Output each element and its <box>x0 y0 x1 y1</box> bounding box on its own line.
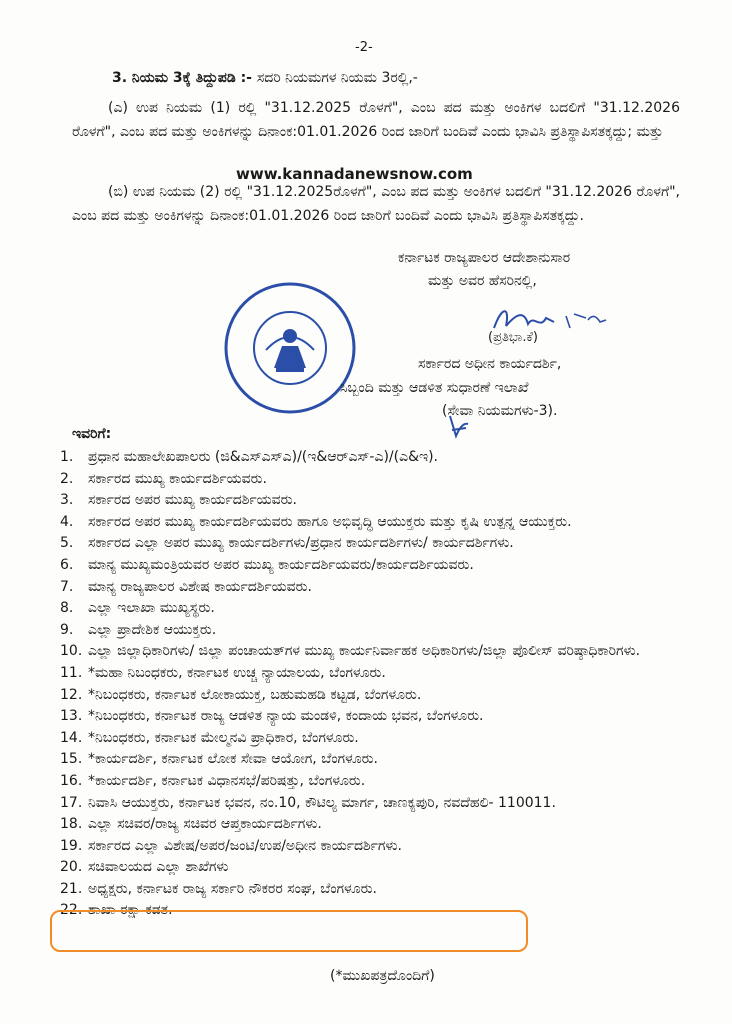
list-item: 7. ಮಾನ್ಯ ರಾಜ್ಯಪಾಲರ ವಿಶೇಷ ಕಾರ್ಯದರ್ಶಿಯವರು. <box>60 578 312 595</box>
list-item: 8. ಎಲ್ಲಾ ಇಲಾಖಾ ಮುಖ್ಯಸ್ಥರು. <box>60 600 215 617</box>
list-item: 15. *ಕಾರ್ಯದರ್ಶಿ, ಕರ್ನಾಟಕ ಲೋಕ ಸೇವಾ ಆಯೋಗ, ಬೆಂಗಳೂರು. <box>60 751 378 768</box>
list-item: 18. ಎಲ್ಲಾ ಸಚಿವರ/ರಾಜ್ಯ ಸಚಿವರ ಆಪ್ತಕಾರ್ಯದರ್ಶಿಗಳು. <box>60 816 322 833</box>
list-item: 16. *ಕಾರ್ಯದರ್ಶಿ, ಕರ್ನಾಟಕ ವಿಧಾನಸಭೆ/ಪರಿಷತ್ತು, ಬೆಂಗಳೂರು. <box>60 772 366 789</box>
section-heading-title: 3. ನಿಯಮ 3ಕ್ಕೆ ತಿದ್ದುಪಡಿ :- <box>112 70 252 86</box>
list-item: 12. *ನಿಬಂಧಕರು, ಕರ್ನಾಟಕ ಲೋಕಾಯುಕ್ತ, ಬಹುಮಹಡಿ ಕಟ್ಟಡ, ಬೆಂಗಳೂರು. <box>60 686 422 703</box>
list-item: 3. ಸರ್ಕಾರದ ಅಪರ ಮುಖ್ಯ ಕಾರ್ಯದರ್ಶಿಯವರು. <box>60 492 297 509</box>
seal-graphic <box>222 280 358 416</box>
recipients-list <box>60 447 680 922</box>
footer-note: (*ಮುಖಪತ್ರದೊಂದಿಗೆ) <box>330 968 435 984</box>
list-item: 22. ಶಾಖಾ ರಕ್ಷಾ ಕಡತ. <box>60 902 173 919</box>
list-item: 9. ಎಲ್ಲಾ ಪ್ರಾದೇಶಿಕ ಆಯುಕ್ತರು. <box>60 621 217 638</box>
list-item: 17. ನಿವಾಸಿ ಆಯುಕ್ತರು, ಕರ್ನಾಟಕ ಭವನ, ನಂ.10, ಕೌಟಿಲ್ಯ ಮಾರ್ಗ, ಚಾಣಕ್ಯಪುರಿ, ನವದೆಹಲಿ- 110011. <box>60 794 556 811</box>
list-item: 2. ಸರ್ಕಾರದ ಮುಖ್ಯ ಕಾರ್ಯದರ್ಶಿಯವರು. <box>60 470 267 487</box>
list-item: 5. ಸರ್ಕಾರದ ಎಲ್ಲಾ ಅಪರ ಮುಖ್ಯ ಕಾರ್ಯದರ್ಶಿಗಳು/ಪ್ರಧಾನ ಕಾರ್ಯದರ್ಶಿಗಳು/ ಕಾರ್ಯದರ್ಶಿಗಳು. <box>60 535 514 552</box>
list-item: 19. ಸರ್ಕಾರದ ಎಲ್ಲಾ ವಿಶೇಷ/ಅಪರ/ಜಂಟಿ/ಉಪ/ಅಧೀನ ಕಾರ್ಯದರ್ಶಿಗಳು. <box>60 837 402 854</box>
recipients-heading: ಇವರಿಗೆ: <box>72 426 112 442</box>
list-item: 20. ಸಚಿವಾಲಯದ ಎಲ್ಲಾ ಶಾಖೆಗಳು <box>60 859 229 876</box>
page-number: -2- <box>355 40 373 55</box>
order-line-2: ಮತ್ತು ಅವರ ಹೆಸರಿನಲ್ಲಿ, <box>428 273 537 289</box>
section-heading <box>112 70 418 86</box>
list-item: 11. *ಮಹಾ ನಿಬಂಧಕರು, ಕರ್ನಾಟಕ ಉಚ್ಚ ನ್ಯಾಯಾಲಯ, ಬೆಂಗಳೂರು. <box>60 664 386 681</box>
list-item-highlighted: 21. ಅಧ್ಯಕ್ಷರು, ಕರ್ನಾಟಕ ರಾಜ್ಯ ಸರ್ಕಾರಿ ನೌಕರರ ಸಂಘ, ಬೆಂಗಳೂರು. <box>60 880 377 897</box>
list-item: 13. *ನಿಬಂಧಕರು, ಕರ್ನಾಟಕ ರಾಜ್ಯ ಆಡಳಿತ ನ್ಯಾಯ ಮಂಡಳಿ, ಕಂದಾಯ ಭವನ, ಬೆಂಗಳೂರು. <box>60 708 484 725</box>
signatory-name: (ಪ್ರತಿಭಾ.ಕೆ) <box>488 330 538 345</box>
official-seal <box>222 280 358 416</box>
website-watermark: www.kannadanewsnow.com <box>236 165 473 183</box>
highlight-box <box>50 910 528 952</box>
paragraph-b: (ಬಿ) ಉಪ ನಿಯಮ (2) ರಲ್ಲಿ "31.12.2025ರೊಳಗೆ", ಎಂಬ ಪದ ಮತ್ತು ಅಂಕಿಗಳ ಬದಲಿಗೆ "31.12.2026 ರೊಳಗೆ", ಎಂಬ ಪದ ಮತ್ತು ಅಂಕಿಗಳನ್ನು ದಿನಾಂಕ:01.01.2026 ರಿಂದ ಜಾರಿಗೆ ಬಂದಿವೆ ಎಂದು ಭಾವಿಸಿ ಪ್ರತಿಸ್ಥಾಪಿಸತಕ್ಕದ್ದು. <box>72 184 680 224</box>
list-item: 10. ಎಲ್ಲಾ ಜಿಲ್ಲಾಧಿಕಾರಿಗಳು/ ಜಿಲ್ಲಾ ಪಂಚಾಯತ್‌ಗಳ ಮುಖ್ಯ ಕಾರ್ಯನಿರ್ವಾಹಕ ಅಧಿಕಾರಿಗಳು/ಜಿಲ್ಲಾ ಪೊಲೀಸ್ ವರಿಷ್ಠಾಧಿಕಾರಿಗಳು. <box>60 643 641 660</box>
paragraph-a: (ಎ) ಉಪ ನಿಯಮ (1) ರಲ್ಲಿ "31.12.2025 ರೊಳಗೆ", ಎಂಬ ಪದ ಮತ್ತು ಅಂಕಿಗಳ ಬದಲಿಗೆ "31.12.2026 ರೊಳಗೆ", ಎಂಬ ಪದ ಮತ್ತು ಅಂಕಿಗಳನ್ನು ದಿನಾಂಕ:01.01.2026 ರಿಂದ ಜಾರಿಗೆ ಬಂದಿವೆ ಎಂದು ಭಾವಿಸಿ ಪ್ರತಿಸ್ಥಾಪಿಸತಕ್ಕದ್ದು; ಮತ್ತು <box>72 100 680 140</box>
signatory-designation-2: ಸಿಬ್ಬಂದಿ ಮತ್ತು ಆಡಳಿತ ಸುಧಾರಣೆ ಇಲಾಖೆ <box>340 380 529 396</box>
section-heading-rest: ಸದರಿ ನಿಯಮಗಳ ನಿಯಮ 3ರಲ್ಲಿ,- <box>256 70 418 86</box>
order-line-1: ಕರ್ನಾಟಕ ರಾಜ್ಯಪಾಲರ ಆದೇಶಾನುಸಾರ <box>398 250 571 266</box>
list-item: 1. ಪ್ರಧಾನ ಮಹಾಲೇಖಪಾಲರು (ಜಿ&ಎಸ್‌ಎಸ್‌ಎ)/(ಇ&ಆರ್‌ಎಸ್-ಎ)/(ಎ&ಇ). <box>60 449 439 465</box>
list-item: 4. ಸರ್ಕಾರದ ಅಪರ ಮುಖ್ಯ ಕಾರ್ಯದರ್ಶಿಯವರು ಹಾಗೂ ಅಭಿವೃದ್ಧಿ ಆಯುಕ್ತರು ಮತ್ತು ಕೃಷಿ ಉತ್ಪನ್ನ ಆಯುಕ್ತರು. <box>60 513 572 530</box>
signatory-designation-1: ಸರ್ಕಾರದ ಅಧೀನ ಕಾರ್ಯದರ್ಶಿ, <box>418 356 562 372</box>
signatory-designation-3: (ಸೇವಾ ನಿಯಮಗಳು-3). <box>442 403 558 419</box>
list-item: 6. ಮಾನ್ಯ ಮುಖ್ಯಮಂತ್ರಿಯವರ ಅಪರ ಮುಖ್ಯ ಕಾರ್ಯದರ್ಶಿಯವರು/ಕಾರ್ಯದರ್ಶಿಯವರು. <box>60 556 474 573</box>
list-item: 14. *ನಿಬಂಧಕರು, ಕರ್ನಾಟಕ ಮೇಲ್ಮನವಿ ಪ್ರಾಧಿಕಾರ, ಬೆಂಗಳೂರು. <box>60 729 359 746</box>
